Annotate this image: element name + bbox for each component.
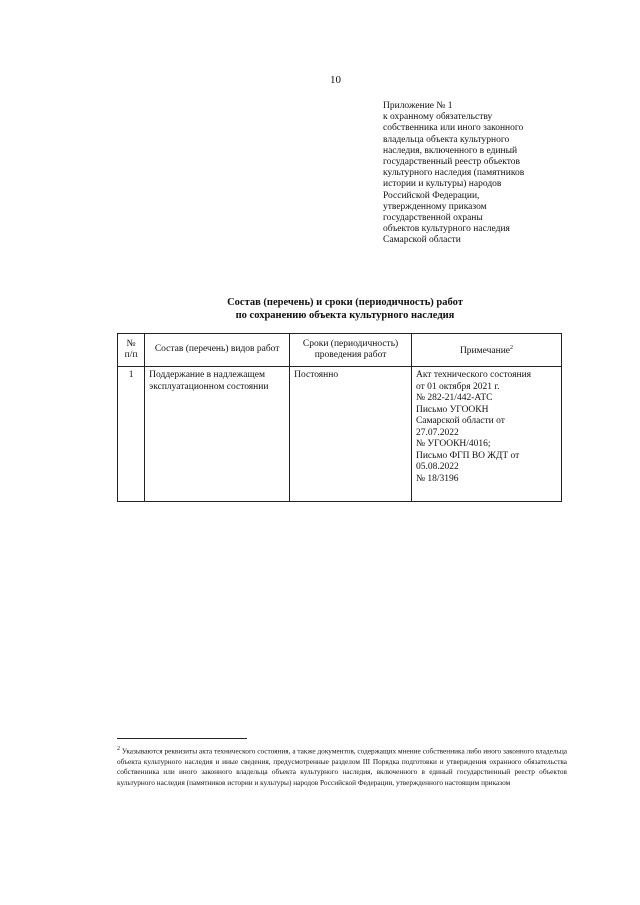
note-line: Самарской области от [415,416,505,426]
header-note-label: Примечание [459,345,511,356]
cell-num: 1 [118,367,145,502]
note-line: 05.08.2022 [415,462,459,472]
title-line: по сохранению объекта культурного наследия [235,309,455,321]
title-line: Состав (перечень) и сроки (периодичность) работ [227,297,463,308]
table-header-row [118,334,562,367]
appendix-line: государственный реестр объектов [383,157,520,168]
note-line: № 18/3196 [415,473,459,484]
header-note-footnote-ref: 2 [510,344,514,351]
cell-terms: Постоянно [290,367,412,502]
footnote-text: Указываются реквизиты акта технического состояния, а также документов, содержащих мнение собственника либо иного законного владельца объекта культурного наследия и иные сведения, предусмотренные разделом III Порядка подготовки и утверждения охранного обязательства собственника или иного законного владельца объекта культурного наследия, включенного в единый государственный реестр объектов культурного наследия (памятников истории и культуры) народов Российской Федерации, утвержденного настоящим приказом [117,746,567,787]
appendix-line: утвержденному приказом [383,201,487,212]
note-line: от 01 октября 2021 г. [415,381,500,392]
footnote-divider [117,738,247,739]
note-line: № УГООКН/4016; [415,439,491,449]
cell-note [411,367,561,502]
appendix-line: государственной охраны [383,213,483,224]
note-line: Письмо ФГП ВО ЖДТ от [415,450,520,461]
footnote [117,744,567,788]
appendix-line: владельца объекта культурного [383,134,510,145]
table-row [118,367,562,502]
appendix-line: Российской Федерации, [383,190,480,201]
document-title [150,297,540,322]
appendix-line: наследия, включенного в единый [383,145,518,156]
page-number: 10 [330,74,341,86]
appendix-line: к охранному обязательству [383,112,493,123]
footnote-marker: 2 [117,746,120,752]
header-note [411,334,561,367]
appendix-line: истории и культуры) народов [383,179,502,190]
appendix-line: объектов культурного наследия [383,224,510,235]
header-num: № п/п [118,334,145,367]
header-terms: Сроки (периодичность) проведения работ [290,334,412,367]
cell-composition: Поддержание в надлежащем эксплуатационном состоянии [145,367,290,502]
appendix-header [383,101,583,247]
note-line: Акт технического состояния [415,370,532,380]
appendix-line: Приложение № 1 [383,101,453,111]
note-line: № 282-21/442-АТС [415,393,493,403]
appendix-line: Самарской области [383,235,461,246]
note-line: Письмо УГООКН [415,404,489,415]
header-composition: Состав (перечень) видов работ [145,334,290,367]
appendix-line: культурного наследия (памятников [383,168,525,179]
note-line: 27.07.2022 [415,427,459,438]
works-table [117,333,562,502]
appendix-line: собственника или иного законного [383,123,524,134]
